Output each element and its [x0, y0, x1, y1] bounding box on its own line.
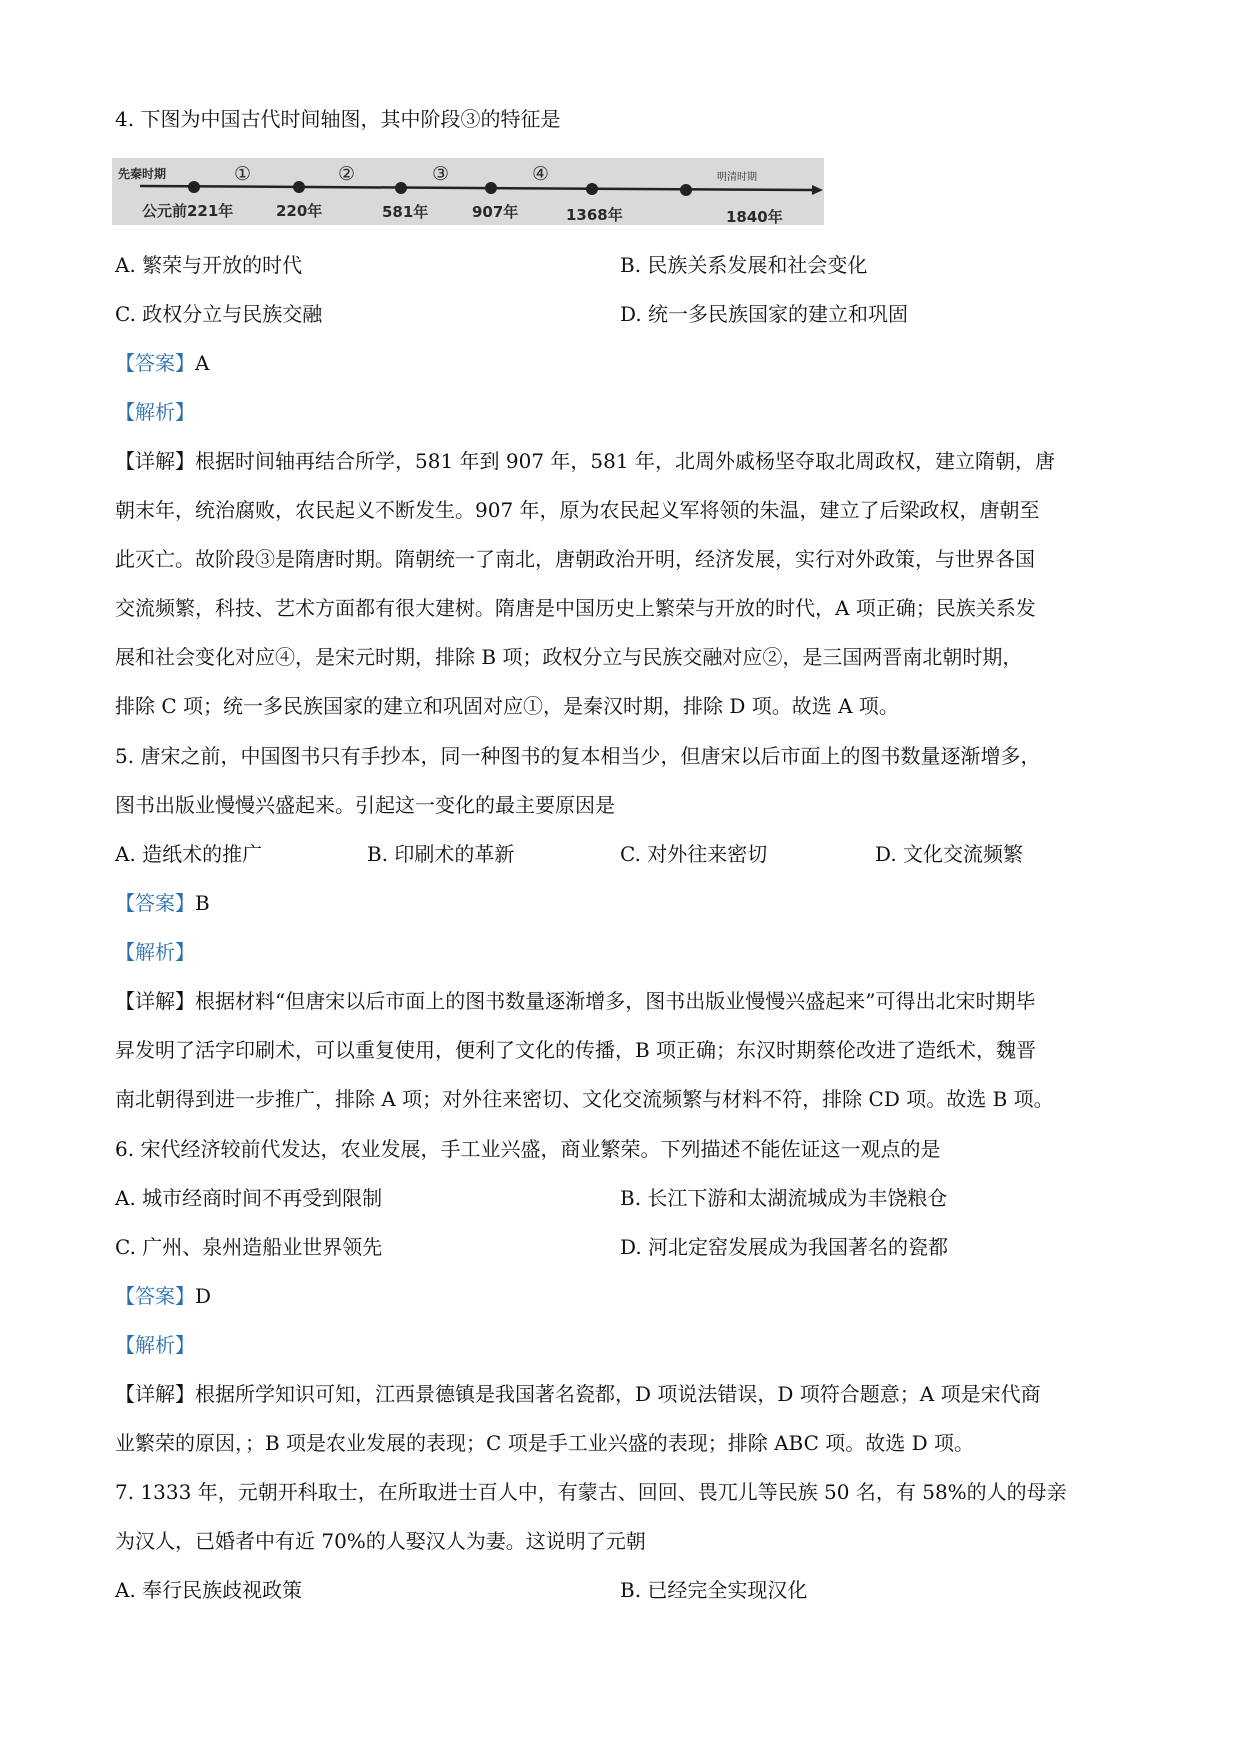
q4-answer [115, 348, 209, 378]
timeline-stage-2: ② [338, 163, 356, 185]
timeline-dot [395, 182, 407, 194]
detail-tag: 【详解】 [115, 449, 195, 473]
q4-option-d[interactable]: D. 统一多民族国家的建立和巩固 [620, 302, 909, 326]
answer-tag: 【答案】 [115, 351, 195, 375]
q7-option-b[interactable]: B. 已经完全实现汉化 [620, 1578, 808, 1602]
q7-option-a[interactable]: A. 奉行民族歧视政策 [115, 1578, 303, 1602]
timeline-dot [293, 181, 305, 193]
timeline-axis [140, 186, 812, 190]
detail-tag: 【详解】 [115, 989, 195, 1013]
timeline-year-3: 581年 [382, 203, 429, 221]
q4-analysis-tag: 【解析】 [115, 400, 195, 424]
timeline-year-5: 1368年 [566, 206, 623, 224]
q4-detail-line-5: 展和社会变化对应④，是宋元时期，排除 B 项；政权分立与民族交融对应②，是三国两晋南北朝时期， [115, 645, 1023, 669]
q5-option-c[interactable]: C. 对外往来密切 [620, 842, 768, 866]
q4-option-a[interactable]: A. 繁荣与开放的时代 [115, 253, 303, 277]
timeline-start-label: 先秦时期 [118, 167, 167, 181]
q5-option-a[interactable]: A. 造纸术的推广 [115, 842, 263, 866]
answer-value: B [195, 891, 210, 915]
detail-tag: 【详解】 [115, 1382, 195, 1406]
timeline-year-6: 1840年 [726, 208, 783, 225]
q6-option-c[interactable]: C. 广州、泉州造船业世界领先 [115, 1235, 383, 1259]
answer-tag: 【答案】 [115, 891, 195, 915]
timeline-figure [112, 158, 824, 225]
timeline-stage-3: ③ [432, 163, 450, 185]
q5-detail-line-2: 昇发明了活字印刷术，可以重复使用，便利了文化的传播，B 项正确；东汉时期蔡伦改进了造纸术，魏晋 [115, 1038, 1037, 1062]
q5-stem-line-1: 5. 唐宋之前，中国图书只有手抄本，同一种图书的复本相当少，但唐宋以后市面上的图书数量逐渐增多， [115, 744, 1041, 768]
q5-detail-line-3: 南北朝得到进一步推广，排除 A 项；对外往来密切、文化交流频繁与材料不符，排除 CD 项。故选 B 项。 [115, 1087, 1054, 1111]
q4-option-c[interactable]: C. 政权分立与民族交融 [115, 302, 323, 326]
q6-stem: 6. 宋代经济较前代发达，农业发展，手工业兴盛，商业繁荣。下列描述不能佐证这一观点的是 [115, 1137, 941, 1161]
timeline-dot [680, 184, 692, 196]
q5-analysis-tag: 【解析】 [115, 940, 195, 964]
q4-option-b[interactable]: B. 民族关系发展和社会变化 [620, 253, 868, 277]
q4-stem: 4. 下图为中国古代时间轴图，其中阶段③的特征是 [115, 107, 561, 131]
q5-option-d[interactable]: D. 文化交流频繁 [875, 842, 1024, 866]
timeline-stage-1: ① [234, 163, 252, 185]
q5-stem-line-2: 图书出版业慢慢兴盛起来。引起这一变化的最主要原因是 [115, 793, 615, 817]
q7-stem-line-1: 7. 1333 年，元朝开科取士，在所取进士百人中，有蒙古、回回、畏兀儿等民族 50 名，有 58%的人的母亲 [115, 1480, 1067, 1504]
q6-analysis-tag: 【解析】 [115, 1333, 195, 1357]
q6-option-d[interactable]: D. 河北定窑发展成为我国著名的瓷都 [620, 1235, 949, 1259]
q6-detail-line-1: 【详解】根据所学知识可知，江西景德镇是我国著名瓷都，D 项说法错误，D 项符合题意；A 项是宋代商 [115, 1382, 1041, 1406]
q4-detail-line-2: 朝末年，统治腐败，农民起义不断发生。907 年，原为农民起义军将领的朱温，建立了后梁政权，唐朝至 [115, 498, 1040, 522]
q4-detail-line-3: 此灭亡。故阶段③是隋唐时期。隋朝统一了南北，唐朝政治开明，经济发展，实行对外政策，与世界各国 [115, 547, 1035, 571]
timeline-stage-4: ④ [532, 163, 550, 185]
timeline-dot [188, 181, 200, 193]
q5-answer [115, 888, 210, 918]
timeline-svg [112, 158, 824, 225]
q5-detail-line-1: 【详解】根据材料“但唐宋以后市面上的图书数量逐渐增多，图书出版业慢慢兴盛起来”可得出北宋时期毕 [115, 989, 1036, 1013]
timeline-arrowhead [812, 185, 823, 195]
answer-value: A [195, 351, 210, 375]
timeline-end-label: 明清时期 [717, 172, 757, 183]
timeline-year-4: 907年 [472, 203, 519, 221]
timeline-dot [485, 182, 497, 194]
timeline-year-2: 220年 [276, 202, 323, 220]
q5-option-b[interactable]: B. 印刷术的革新 [367, 842, 515, 866]
q6-detail-line-2: 业繁荣的原因，；B 项是农业发展的表现；C 项是手工业兴盛的表现；排除 ABC 项。故选 D 项。 [115, 1431, 974, 1455]
timeline-dot [586, 183, 598, 195]
q7-stem-line-2: 为汉人，已婚者中有近 70%的人娶汉人为妻。这说明了元朝 [115, 1529, 646, 1553]
q6-answer [115, 1281, 211, 1311]
q6-option-a[interactable]: A. 城市经商时间不再受到限制 [115, 1186, 383, 1210]
q4-detail-line-4: 交流频繁，科技、艺术方面都有很大建树。隋唐是中国历史上繁荣与开放的时代，A 项正确；民族关系发 [115, 596, 1036, 620]
answer-value: D [195, 1284, 212, 1308]
q4-detail-line-6: 排除 C 项；统一多民族国家的建立和巩固对应①，是秦汉时期，排除 D 项。故选 A 项。 [115, 694, 899, 718]
q6-option-b[interactable]: B. 长江下游和太湖流城成为丰饶粮仓 [620, 1186, 948, 1210]
answer-tag: 【答案】 [115, 1284, 195, 1308]
q4-detail-line-1: 【详解】根据时间轴再结合所学，581 年到 907 年，581 年，北周外戚杨坚夺取北周政权，建立隋朝，唐 [115, 449, 1055, 473]
timeline-year-1: 公元前221年 [142, 202, 234, 220]
